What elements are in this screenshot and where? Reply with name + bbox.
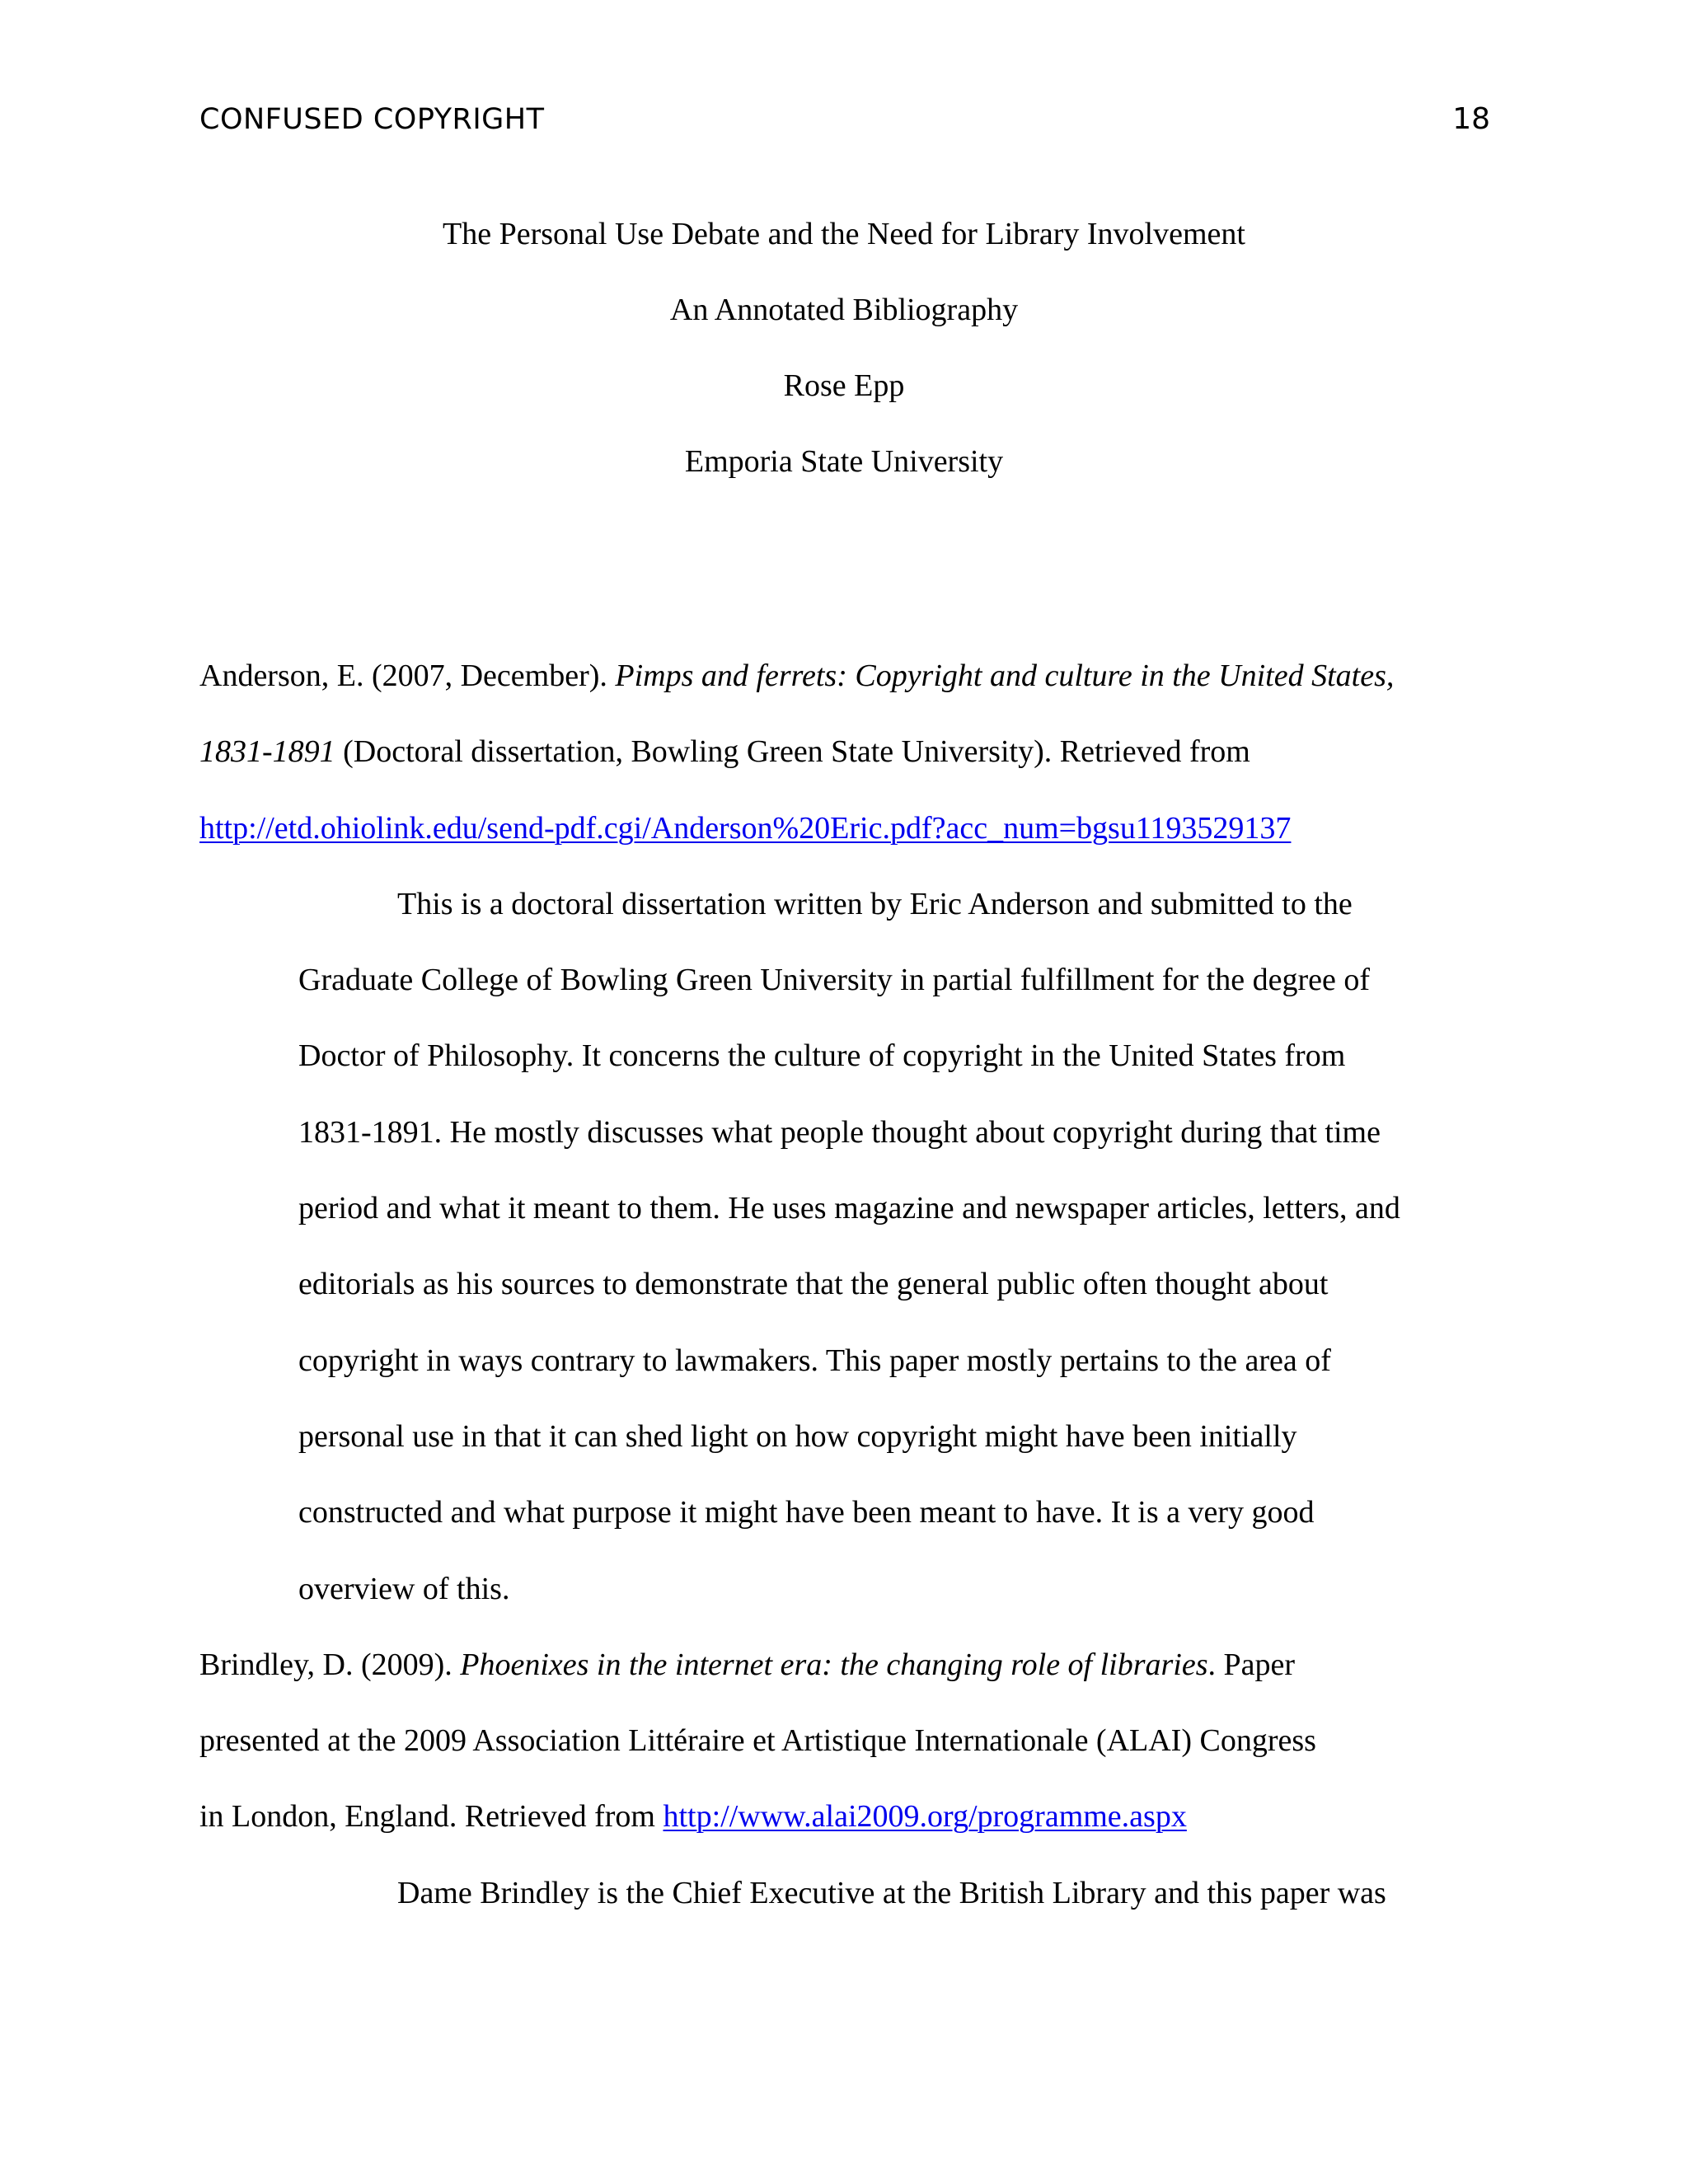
citation-line [199,714,1492,790]
title-block [199,196,1489,499]
bibliography-entry-brindley [199,1627,1492,1931]
annotation-line: Graduate College of Bowling Green University in partial fulfillment for the degree of [298,963,1371,998]
annotation-line: Dame Brindley is the Chief Executive at the British Library and this paper was [397,1875,1386,1910]
annotation-line: overview of this. [298,1571,510,1606]
annotation-line: Doctor of Philosophy. It concerns the culture of copyright in the United States from [298,1038,1346,1074]
paper-title: The Personal Use Debate and the Need for Library Involvement [443,217,1245,251]
paper-subtitle: An Annotated Bibliography [669,293,1019,327]
citation-title: Pimps and ferrets: Copyright and culture in the United States, [615,658,1395,693]
annotation-line: period and what it meant to them. He uses magazine and newspaper articles, letters, and [298,1191,1400,1226]
citation-line [199,638,1492,714]
annotation-line: copyright in ways contrary to lawmakers. This paper mostly pertains to the area of [298,1343,1331,1378]
citation-line [199,1627,1492,1703]
citation-brindley [199,1627,1492,1855]
citation-link[interactable]: http://www.alai2009.org/programme.aspx [663,1799,1187,1835]
annotation-line: personal use in that it can shed light on how copyright might have been initially [298,1418,1297,1454]
running-head: CONFUSED COPYRIGHT [199,103,545,136]
institution-name: Emporia State University [684,444,1004,479]
annotation-line: editorials as his sources to demonstrate that the general public often thought about [298,1267,1329,1302]
page-number: 18 [1452,102,1490,136]
citation-author-date: Brindley, D. (2009). [199,1647,461,1682]
citation-title-cont: 1831-1891 [199,734,335,770]
annotation-line: constructed and what purpose it might have been meant to have. It is a very good [298,1495,1315,1530]
citation-type: . Paper [1207,1647,1296,1682]
bibliography-entry-anderson [199,638,1492,1627]
citation-title: Phoenixes in the internet era: the changing role of libraries [460,1647,1208,1682]
annotation-brindley [199,1855,1492,1931]
annotation-line: This is a doctoral dissertation written by Eric Anderson and submitted to the [397,886,1353,921]
citation-author-date: Anderson, E. (2007, December). [199,658,616,693]
annotation-line: 1831-1891. He mostly discusses what people thought about copyright during that time [298,1114,1381,1150]
citation-link[interactable]: http://etd.ohiolink.edu/send-pdf.cgi/Anderson%20Eric.pdf?acc_num=bgsu1193529137 [199,810,1292,846]
citation-line [199,1779,1492,1854]
author-name: Rose Epp [783,368,905,403]
citation-source: in London, England. Retrieved from [199,1799,663,1835]
citation-anderson [199,638,1492,866]
citation-line: presented at the 2009 Association Littéraire et Artistique Internationale (ALAI) Congress [199,1723,1316,1759]
annotation-anderson [199,866,1492,1627]
citation-line [199,790,1492,866]
bibliography-list [199,638,1492,1931]
citation-source: (Doctoral dissertation, Bowling Green State University). Retrieved from [335,734,1250,770]
